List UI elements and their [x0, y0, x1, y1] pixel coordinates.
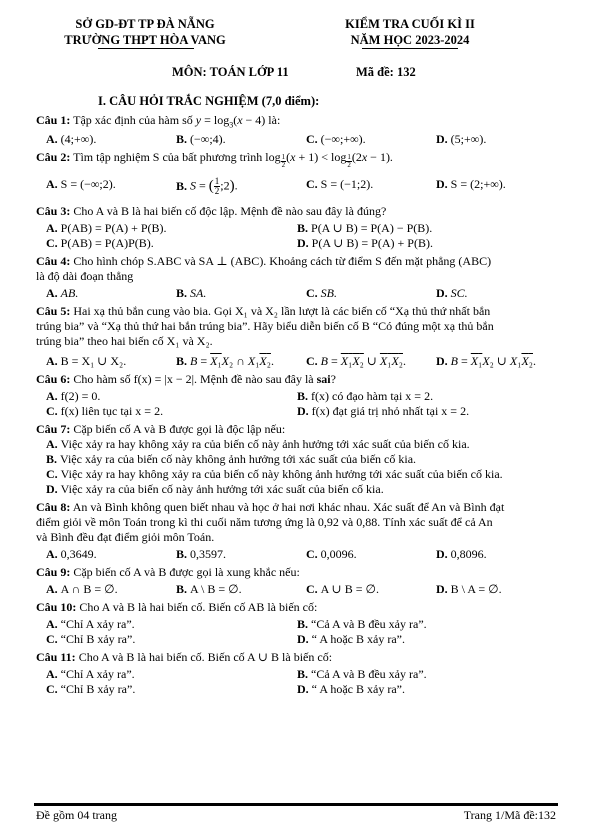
option-c[interactable]: C. f(x) liên tục tại x = 2. [46, 404, 164, 419]
question-text-end: là: [265, 113, 281, 127]
option-c[interactable]: C. “Chỉ B xảy ra”. [46, 682, 136, 697]
question-text-cont: điểm giỏi về môn Toán trong kì thi cuối năm tương ứng là 0,92 và 0,88. Tính xác suất để cả An [36, 515, 493, 530]
option-a[interactable]: A. 0,3649. [46, 547, 97, 562]
school-name: TRƯỜNG THPT HÒA VANG [64, 33, 226, 47]
option-b[interactable]: B. Việc xảy ra của biến cố này không ảnh hưởng tới xác suất của biến cố kia. [46, 452, 417, 467]
option-d[interactable]: D. 0,8096. [436, 547, 487, 562]
question-10: Câu 10: Cho A và B là hai biến cố. Biến cố AB là biến cố: A. “Chỉ A xảy ra”. B. “Cả A và B đều xảy ra”. C. “Chỉ B xảy ra”. D. “ A hoặc B xảy ra”. [36, 600, 558, 647]
question-4: Câu 4: Cho hình chóp S.ABC và SA ⊥ (ABC). Khoảng cách từ điểm S đến mặt phẳng (ABC) là độ dài đoạn thẳng A. AB. B. SA. C. SB. D. SC. [36, 254, 558, 301]
option-b[interactable]: B. P(A ∪ B) = P(A) − P(B). [297, 221, 433, 236]
question-2 [36, 150, 558, 196]
option-a[interactable]: A. A ∩ B = ∅. [46, 582, 118, 597]
question-6: Câu 6: Cho hàm số f(x) = |x − 2|. Mệnh đề nào sau đây là sai? A. f(2) = 0. B. f(x) có đạo hàm tại x = 2. C. f(x) liên tục tại x = 2. D. f(x) đạt giá trị nhỏ nhất tại x = 2. [36, 372, 558, 419]
option-b[interactable]: B. f(x) có đạo hàm tại x = 2. [297, 389, 434, 404]
question-11: Câu 11: Cho A và B là hai biến cố. Biến cố A ∪ B là biến cố: A. “Chỉ A xảy ra”. B. “Cả A và B đều xảy ra”. C. “Chỉ B xảy ra”. D. “ A hoặc B xảy ra”. [36, 650, 558, 697]
option-d[interactable]: D. Việc xảy ra của biến cố này ảnh hưởng tới xác suất của biến cố kia. [46, 482, 384, 497]
question-text: Tìm tập nghiệm S của bất phương trình [73, 150, 266, 165]
question-text: Tập xác định của hàm số [73, 113, 196, 127]
option-c[interactable]: C. S = (−1;2). [306, 177, 374, 192]
option-a[interactable]: A. AB. [46, 286, 79, 301]
school-year: NĂM HỌC 2023-2024 [350, 33, 470, 47]
question-text: An và Bình không quen biết nhau và học ở hai nơi khác nhau. Xác suất để An và Bình đạt [72, 500, 505, 515]
option-b[interactable]: B. S = ( $\frac{1}{2}$ ;2). [176, 176, 238, 197]
option-b[interactable]: B. “Cả A và B đều xảy ra”. [297, 667, 427, 682]
question-9: Câu 9: Cặp biến cố A và B được gọi là xung khắc nếu: A. A ∩ B = ∅. B. A \ B = ∅. C. A ∪ B = ∅. D. B \ A = ∅. [36, 565, 558, 597]
header-underline-left [98, 48, 194, 49]
subject-label: MÔN: TOÁN LỚP 11 [172, 65, 289, 79]
exam-code: Mã đề: 132 [356, 65, 416, 79]
emphasis-word: sai [316, 372, 331, 387]
option-d[interactable]: D. B = X₁X₂ ∪ X₁X₂. [436, 354, 536, 369]
question-text-cont: là độ dài đoạn thẳng [36, 269, 134, 284]
option-d[interactable]: D. (5;+∞). [436, 132, 487, 147]
formula-log: $y = \log_3(x - 4)$ [195, 113, 266, 130]
option-c[interactable]: C. “Chỉ B xảy ra”. [46, 632, 136, 647]
option-c[interactable]: C. B = X₁X₂ ∪ X₁X₂. [306, 354, 406, 369]
footer-page-number: Trang 1/Mã đề:132 [463, 808, 556, 822]
question-text-cont: trúng bia” theo hai biến cố X₁ và X₂. [36, 334, 213, 349]
option-b[interactable]: B. SA. [176, 286, 207, 301]
question-label: Câu 1: [36, 113, 71, 127]
option-c[interactable]: C. SB. [306, 286, 338, 301]
option-b[interactable]: B. “Cả A và B đều xảy ra”. [297, 617, 427, 632]
option-d[interactable]: D. P(A ∪ B) = P(A) + P(B). [297, 236, 433, 251]
option-c[interactable]: C. (−∞;+∞). [306, 132, 366, 147]
header-left [50, 16, 240, 48]
question-text-cont: trúng bia” và “Xạ thủ thứ hai bắn trúng bia”. Hãy biểu diễn biến cố B “Có đúng một xạ thủ bắn [36, 319, 494, 334]
question-text-cont: và Bình đều đạt điểm giỏi môn Toán. [36, 530, 215, 545]
option-a[interactable]: A. B = X₁ ∪ X₂. [46, 354, 127, 369]
exam-title: KIỂM TRA CUỐI KÌ II [345, 17, 475, 31]
option-a[interactable]: A. “Chỉ A xảy ra”. [46, 667, 135, 682]
option-d[interactable]: D. B \ A = ∅. [436, 582, 502, 597]
question-text: Cho A và B là hai biến cố độc lập. Mệnh đề nào sau đây là đúng? [73, 204, 387, 219]
option-a[interactable]: A. S = (−∞;2). [46, 177, 116, 192]
formula-inequality: log $\frac{1}{2}$ (x + 1) < log $\frac{1}{2}$ (2x − 1). [265, 150, 393, 170]
option-d[interactable]: D. S = (2;+∞). [436, 177, 506, 192]
option-c[interactable]: C. 0,0096. [306, 547, 357, 562]
option-d[interactable]: D. “ A hoặc B xảy ra”. [297, 632, 405, 647]
section-title: I. CÂU HỎI TRẮC NGHIỆM (7,0 điểm): [98, 94, 320, 108]
option-c[interactable]: C. Việc xảy ra hay không xảy ra của biến cố này không ảnh hưởng tới xác suất của biến cố kia. [46, 467, 503, 482]
option-b[interactable]: B. 0,3597. [176, 547, 227, 562]
question-8: Câu 8: An và Bình không quen biết nhau và học ở hai nơi khác nhau. Xác suất để An và Bình đạt điểm giỏi về môn Toán trong kì thi cuối năm tương ứng là 0,92 và 0,88. Tính xác suất để cả An và Bình đều đạt điểm giỏi môn Toán. A. 0,3649. B. 0,3597. C. 0,0096. D. 0,8096. [36, 500, 558, 562]
option-d[interactable]: D. “ A hoặc B xảy ra”. [297, 682, 405, 697]
dept-name: SỞ GD-ĐT TP ĐÀ NẴNG [75, 17, 215, 31]
question-text: Cặp biến cố A và B được gọi là xung khắc nếu: [73, 565, 300, 580]
option-b[interactable]: B. B = X₁X₂ ∩ X₁X₂. [176, 354, 274, 369]
option-a[interactable]: A. P(AB) = P(A) + P(B). [46, 221, 167, 236]
footer-divider [34, 803, 558, 806]
option-a[interactable]: A. Việc xảy ra hay không xảy ra của biến cố này ảnh hưởng tới xác suất của biến cố kia. [46, 437, 470, 452]
question-text: Cho A và B là hai biến cố. Biến cố AB là biến cố: [79, 600, 318, 615]
question-text: Cặp biến cố A và B được gọi là độc lập nếu: [73, 422, 286, 437]
option-d[interactable]: D. f(x) đạt giá trị nhỏ nhất tại x = 2. [297, 404, 470, 419]
question-text: Cho A và B là hai biến cố. Biến cố A ∪ B là biến cố: [78, 650, 333, 665]
option-a[interactable]: A. “Chỉ A xảy ra”. [46, 617, 135, 632]
option-b[interactable]: B. (−∞;4). [176, 132, 226, 147]
option-d[interactable]: D. SC. [436, 286, 468, 301]
question-text: Hai xạ thủ bắn cung vào bia. Gọi X₁ và X₂ lần lượt là các biến cố “Xạ thủ thứ nhất bắn [73, 304, 491, 319]
footer-page-count: Đề gồm 04 trang [36, 808, 117, 822]
question-text: Cho hình chóp S.ABC và SA ⊥ (ABC). Khoảng cách từ điểm S đến mặt phẳng (ABC) [73, 254, 492, 269]
options [36, 177, 558, 196]
question-3: Câu 3: Cho A và B là hai biến cố độc lập. Mệnh đề nào sau đây là đúng? A. P(AB) = P(A) + P(B). B. P(A ∪ B) = P(A) − P(B). C. P(AB) = P(A)P(B). D. P(A ∪ B) = P(A) + P(B). [36, 204, 558, 251]
question-1 [36, 113, 558, 147]
header-right [315, 16, 505, 48]
questions [36, 110, 558, 697]
question-text: Cho hàm số f(x) = |x − 2|. Mệnh đề nào sau đây là [73, 372, 317, 387]
option-a[interactable]: A. f(2) = 0. [46, 389, 101, 404]
question-5: Câu 5: Hai xạ thủ bắn cung vào bia. Gọi X₁ và X₂ lần lượt là các biến cố “Xạ thủ thứ nhất bắn trúng bia” và “Xạ thủ thứ hai bắn trúng bia”. Hãy biểu diễn biến cố B “Có đúng một xạ thủ bắn trúng bia” theo hai biến cố X₁ và X₂. A. B = X₁ ∪ X₂. B. B = X₁X₂ ∩ X₁X₂. C. B = X₁X₂ ∪ X₁X₂. D. B = X₁X₂ ∪ X₁X₂. [36, 304, 558, 369]
options [36, 132, 558, 147]
question-label: Câu 2: [36, 150, 71, 165]
header-underline-right [362, 48, 458, 49]
option-c[interactable]: C. P(AB) = P(A)P(B). [46, 236, 154, 251]
question-7: Câu 7: Cặp biến cố A và B được gọi là độc lập nếu: A. Việc xảy ra hay không xảy ra của biến cố này ảnh hưởng tới xác suất của biến cố kia. B. Việc xảy ra của biến cố này không ảnh hưởng tới xác suất của biến cố kia. C. Việc xảy ra hay không xảy ra của biến cố này không ảnh hưởng tới xác suất của biến cố kia. D. Việc xảy ra của biến cố này ảnh hưởng tới xác suất của biến cố kia. [36, 422, 558, 497]
option-a[interactable]: A. (4;+∞). [46, 132, 97, 147]
option-c[interactable]: C. A ∪ B = ∅. [306, 582, 379, 597]
option-b[interactable]: B. A \ B = ∅. [176, 582, 242, 597]
